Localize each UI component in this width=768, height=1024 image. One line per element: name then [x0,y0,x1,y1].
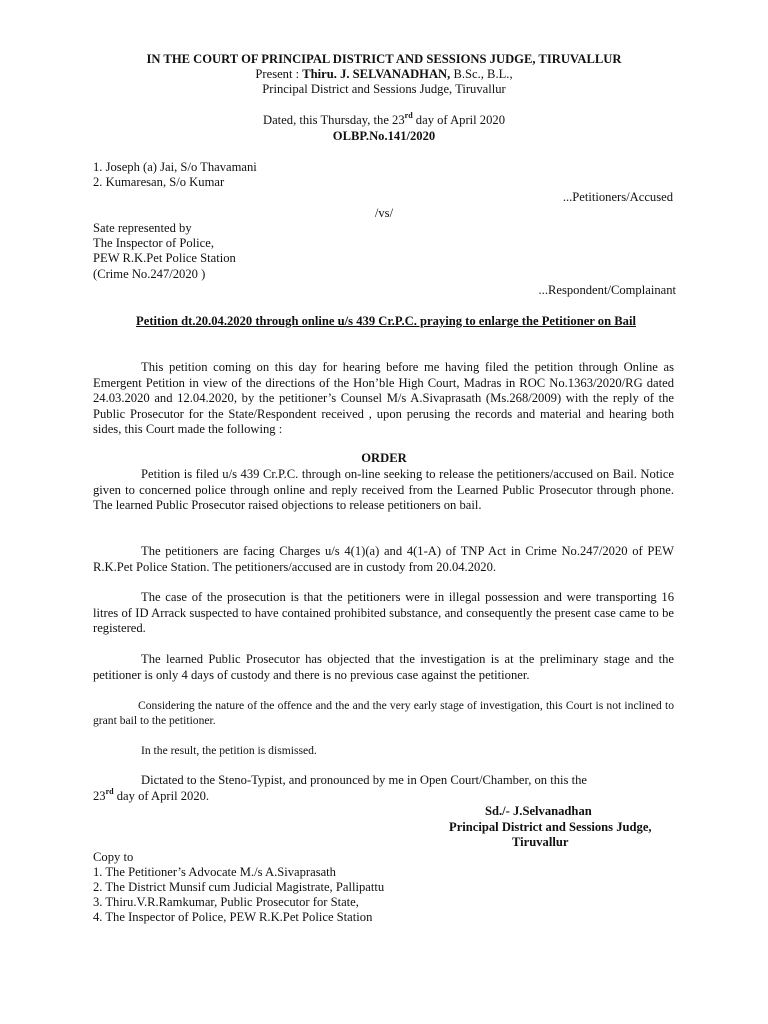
order-paragraph-6: In the result, the petition is dismissed. [141,744,317,757]
intro-paragraph: This petition coming on this day for hearing before me having filed the petition through Online as Emergent Petition in view of the directions of the Hon’ble High Court, Madras in ROC No.1363/2020/RG dated 24.03.2020 and 12.04.2020, by the petitioner’s Counsel M/s A.Sivaprasath (Ms.268/2009) with the reply of the Public Prosecutor for the State/Respondent received , upon perusing the records and material and hearing both sides, this Court made the following : [93,360,674,436]
court-heading: IN THE COURT OF PRINCIPAL DISTRICT AND SESSIONS JUDGE, TIRUVALLUR [146,52,622,66]
date-superscript: rd [404,110,413,120]
dictated-date-superscript: rd [105,786,114,796]
respondent-line-2: The Inspector of Police, [93,236,214,250]
order-paragraph-4: The learned Public Prosecutor has objected that the investigation is at the preliminary stage and the petitioner is only 4 days of custody and there is no previous case against the petitioner. [93,652,674,682]
dictated-date-number: 23 [93,789,106,803]
respondent-line-4: (Crime No.247/2020 ) [93,267,206,281]
copy-to-item-2: 2. The District Munsif cum Judicial Magistrate, Pallipattu [93,880,385,894]
respondent-line-3: PEW R.K.Pet Police Station [93,251,236,265]
respondent-role: ...Respondent/Complainant [538,283,676,297]
dictated-date [93,786,210,805]
petitioner-2: 2. Kumaresan, S/o Kumar [93,175,225,189]
date-suffix: day of April 2020 [412,113,505,127]
signature-place: Tiruvallur [512,835,569,849]
judge-qualifications: B.Sc., B.L., [450,67,513,81]
judge-title: Principal District and Sessions Judge, Tiruvallur [262,82,506,96]
copy-to-item-4: 4. The Inspector of Police, PEW R.K.Pet Police Station [93,910,373,924]
order-paragraph-2: The petitioners are facing Charges u/s 4(1)(a) and 4(1-A) of TNP Act in Crime No.247/2020 of PEW R.K.Pet Police Station. The petitioners/accused are in custody from 20.04.2020. [93,544,674,574]
order-paragraph-1: Petition is filed u/s 439 Cr.P.C. through on-line seeking to release the petitioners/accused on Bail. Notice given to concerned police through online and reply received from the Learned Public Prosecutor through phone. The learned Public Prosecutor raised objections to release petitioners on bail. [93,467,674,512]
judge-name: Thiru. J. SELVANADHAN, [302,67,451,81]
order-paragraph-5: Considering the nature of the offence and the and the very early stage of investigation, this Court is not inclined to grant bail to the petitioner. [93,699,674,727]
present-line [60,67,708,83]
signature-name: Sd./- J.Selvanadhan [485,804,592,818]
petition-title: Petition dt.20.04.2020 through online u/s 439 Cr.P.C. praying to enlarge the Petitioner on Bail [136,314,636,328]
versus: /vs/ [374,206,394,220]
case-number: OLBP.No.141/2020 [332,129,436,143]
signature-title: Principal District and Sessions Judge, [449,820,652,834]
present-prefix: Present : [255,67,303,81]
date-prefix: Dated, this Thursday, the 23 [263,113,405,127]
date-line [60,110,708,129]
order-paragraph-3: The case of the prosecution is that the petitioners were in illegal possession and were transporting 16 litres of ID Arrack suspected to have contained prohibited substance, and consequently the present case came to be registered. [93,590,674,635]
petitioners-role: ...Petitioners/Accused [562,190,673,204]
respondent-line-1: Sate represented by [93,221,192,235]
copy-to-item-3: 3. Thiru.V.R.Ramkumar, Public Prosecutor for State, [93,895,359,909]
dictated-line: Dictated to the Steno-Typist, and pronounced by me in Open Court/Chamber, on this the [141,773,587,787]
copy-to-heading: Copy to [93,850,134,864]
dictated-date-rest: day of April 2020. [113,789,210,803]
order-heading: ORDER [361,451,407,465]
copy-to-item-1: 1. The Petitioner’s Advocate M./s A.Sivaprasath [93,865,336,879]
petitioner-1: 1. Joseph (a) Jai, S/o Thavamani [93,160,257,174]
